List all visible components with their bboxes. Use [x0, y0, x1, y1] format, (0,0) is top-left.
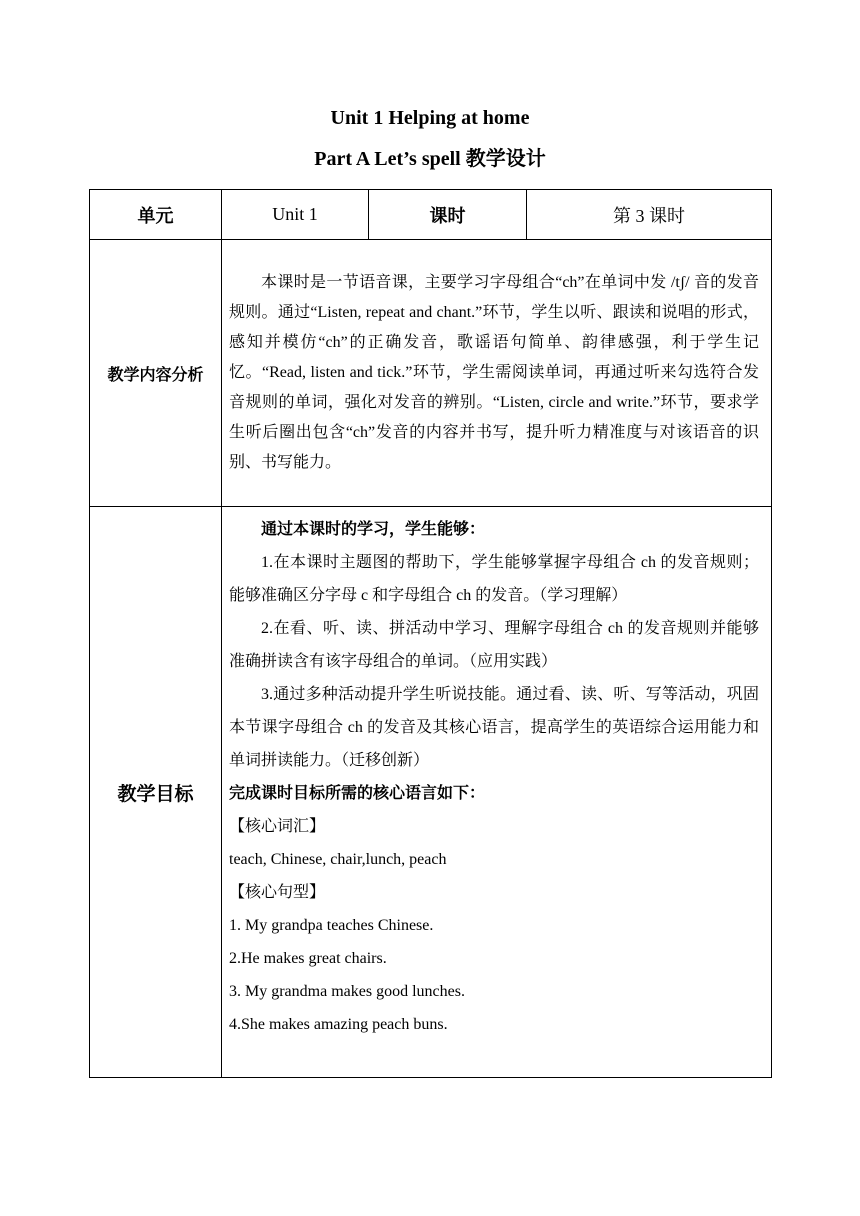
goal-item: 1.在本课时主题图的帮助下，学生能够掌握字母组合 ch 的发音规则；能够准确区分字母 c 和字母组合 ch 的发音。（学习理解） [229, 554, 759, 604]
sentence-item: 1. My grandpa teaches Chinese. [229, 917, 434, 934]
vocab-list: teach, Chinese, chair,lunch, peach [229, 851, 447, 868]
lesson-value: 第 3 课时 [527, 190, 772, 240]
header-row [90, 190, 772, 240]
core-language-heading: 完成课时目标所需的核心语言如下： [229, 785, 486, 802]
goals-label: 教学目标 [90, 507, 222, 1078]
sentence-item: 3. My grandma makes good lunches. [229, 983, 465, 1000]
goals-intro: 通过本课时的学习，学生能够： [261, 521, 486, 538]
unit-label: 单元 [90, 190, 222, 240]
sentence-item: 4.She makes amazing peach buns. [229, 1016, 448, 1033]
sentence-item: 2.He makes great chairs. [229, 950, 387, 967]
lesson-plan-table [89, 189, 772, 1078]
vocab-heading: 【核心词汇】 [229, 818, 326, 835]
goal-item: 2.在看、听、读、拼活动中学习、理解字母组合 ch 的发音规则并能够准确拼读含有该字母组合的单词。（应用实践） [229, 620, 759, 670]
analysis-label: 教学内容分析 [90, 240, 222, 507]
lesson-label: 课时 [369, 190, 527, 240]
goal-item: 3.通过多种活动提升学生听说技能。通过看、读、听、写等活动，巩固本节课字母组合 ch 的发音及其核心语言，提高学生的英语综合运用能力和单词拼读能力。（迁移创新） [229, 686, 759, 769]
sentence-heading: 【核心句型】 [229, 884, 326, 901]
unit-value: Unit 1 [222, 190, 369, 240]
document-title: Unit 1 Helping at home [330, 107, 530, 129]
analysis-row [90, 240, 772, 507]
analysis-text: 本课时是一节语音课，主要学习字母组合“ch”在单词中发 /tʃ/ 音的发音规则。通过“Listen, repeat and chant.”环节，学生以听、跟读和说唱的形式，感知并模仿“ch”的正确发音，歌谣语句简单、韵律感强，利于学生记忆。“Read, listen and tick.”环节，学生需阅读单词，再通过听来勾选符合发音规则的单词，强化对发音的辨别。“Listen, circle and write.”环节，要求学生听后圈出包含“ch”发音的内容并书写，提升听力精准度与对该语音的识别、书写能力。 [222, 240, 772, 507]
goals-row [90, 507, 772, 1078]
goals-content [222, 507, 772, 1078]
document-subtitle: Part A Let’s spell 教学设计 [314, 148, 546, 170]
